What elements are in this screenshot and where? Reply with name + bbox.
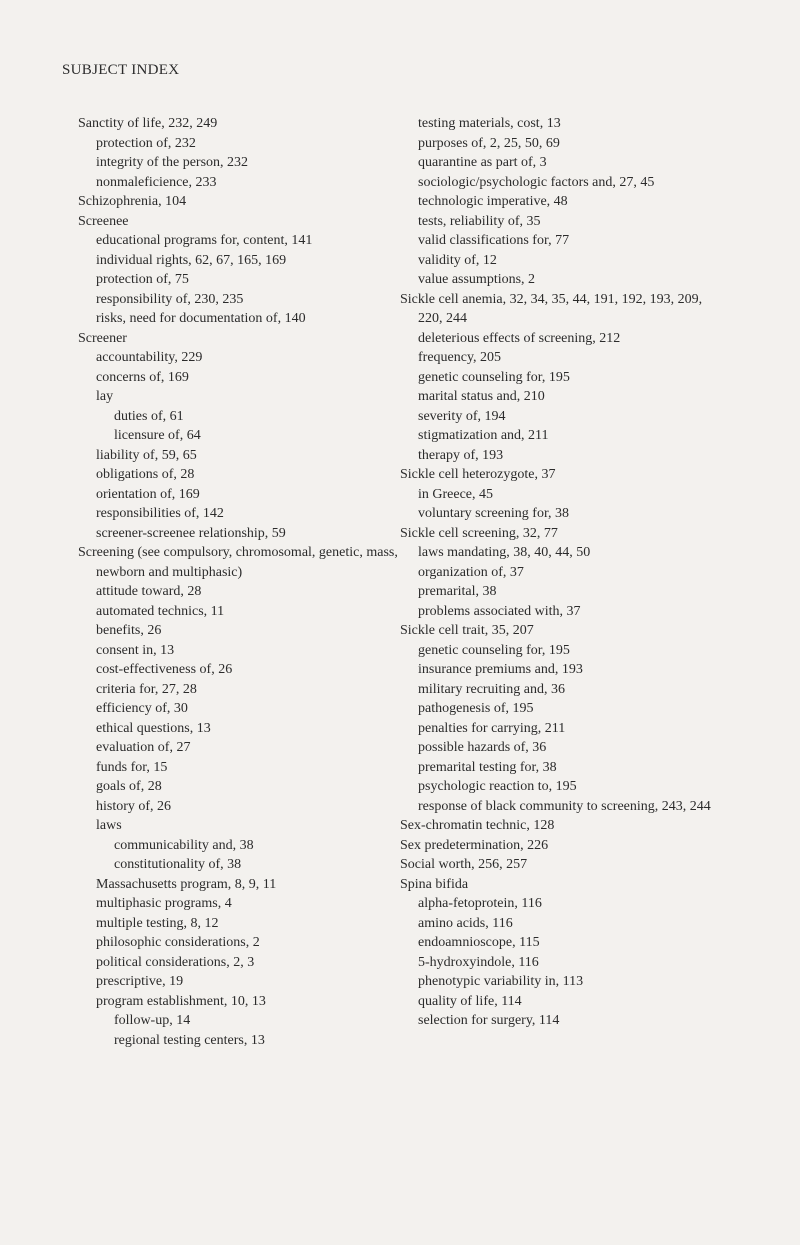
index-entry: screener-screenee relationship, 59 bbox=[96, 525, 286, 541]
index-entry: protection of, 75 bbox=[96, 272, 189, 287]
index-entry: technologic imperative, 48 bbox=[418, 194, 568, 209]
index-entry: liability of, 59, 65 bbox=[96, 447, 197, 463]
index-entry: military recruiting and, 36 bbox=[418, 681, 565, 697]
index-entry: attitude toward, 28 bbox=[96, 584, 202, 599]
index-entry: valid classifications for, 77 bbox=[418, 233, 570, 248]
index-entry: responsibility of, 230, 235 bbox=[96, 291, 244, 307]
index-entry: duties of, 61 bbox=[114, 408, 184, 424]
index-entry: possible hazards of, 36 bbox=[418, 740, 547, 755]
index-entry: sociologic/psychologic factors and, 27, 45 bbox=[418, 174, 655, 190]
index-entry: frequency, 205 bbox=[418, 350, 502, 365]
index-entry: individual rights, 62, 67, 165, 169 bbox=[96, 252, 287, 268]
index-entry: prescriptive, 19 bbox=[96, 974, 184, 989]
index-entry: efficiency of, 30 bbox=[96, 701, 188, 716]
index-entry: genetic counseling for, 195 bbox=[418, 642, 570, 658]
index-entry: Sickle cell trait, 35, 207 bbox=[400, 623, 534, 638]
index-entry: insurance premiums and, 193 bbox=[418, 662, 583, 677]
index-entry: quality of life, 114 bbox=[418, 993, 522, 1009]
index-entry: voluntary screening for, 38 bbox=[418, 506, 570, 521]
index-column-right bbox=[400, 114, 725, 1031]
index-entry: problems associated with, 37 bbox=[418, 603, 581, 619]
index-entry: Sanctity of life, 232, 249 bbox=[78, 116, 218, 131]
index-entry: genetic counseling for, 195 bbox=[418, 369, 570, 385]
index-entry: educational programs for, content, 141 bbox=[96, 233, 313, 248]
index-entry: integrity of the person, 232 bbox=[96, 155, 249, 170]
index-entry: response of black community to screening, 243, 244 bbox=[418, 798, 711, 814]
index-entry: communicability and, 38 bbox=[114, 837, 254, 853]
index-entry: endoamnioscope, 115 bbox=[418, 935, 540, 950]
index-entry: responsibilities of, 142 bbox=[96, 506, 224, 521]
index-entry: constitutionality of, 38 bbox=[114, 857, 242, 872]
index-entry: criteria for, 27, 28 bbox=[96, 681, 197, 697]
index-entry: cost-effectiveness of, 26 bbox=[96, 662, 233, 677]
index-entry: political considerations, 2, 3 bbox=[96, 954, 255, 970]
index-entry: lay bbox=[96, 389, 114, 404]
index-entry: alpha-fetoprotein, 116 bbox=[418, 896, 542, 911]
index-entry: 5-hydroxyindole, 116 bbox=[418, 954, 539, 970]
index-entry: Sickle cell screening, 32, 77 bbox=[400, 525, 558, 541]
index-entry: nonmaleficience, 233 bbox=[96, 174, 217, 190]
index-entry: deleterious effects of screening, 212 bbox=[418, 330, 621, 346]
index-entry: testing materials, cost, 13 bbox=[418, 116, 561, 131]
index-entry: Spina bifida bbox=[400, 876, 469, 892]
index-entry: licensure of, 64 bbox=[114, 428, 201, 443]
index-entry: multiple testing, 8, 12 bbox=[96, 915, 219, 931]
index-entry: phenotypic variability in, 113 bbox=[418, 974, 584, 989]
index-entry: quarantine as part of, 3 bbox=[418, 155, 547, 170]
index-entry: validity of, 12 bbox=[418, 252, 497, 268]
index-entry: program establishment, 10, 13 bbox=[96, 993, 266, 1009]
index-entry: regional testing centers, 13 bbox=[114, 1032, 265, 1048]
index-entry: stigmatization and, 211 bbox=[418, 428, 549, 443]
index-entry: pathogenesis of, 195 bbox=[418, 701, 534, 716]
index-entry: amino acids, 116 bbox=[418, 915, 513, 931]
page-title: SUBJECT INDEX bbox=[62, 62, 180, 78]
index-entry: Social worth, 256, 257 bbox=[400, 857, 528, 872]
index-entry: organization of, 37 bbox=[418, 564, 524, 580]
index-entry: concerns of, 169 bbox=[96, 369, 189, 385]
index-entry: evaluation of, 27 bbox=[96, 740, 191, 755]
index-entry: risks, need for documentation of, 140 bbox=[96, 311, 306, 326]
index-column-left bbox=[78, 114, 398, 1050]
index-entry: severity of, 194 bbox=[418, 408, 506, 424]
index-entry: philosophic considerations, 2 bbox=[96, 935, 260, 950]
index-entry: goals of, 28 bbox=[96, 779, 162, 794]
index-entry: laws bbox=[96, 818, 122, 833]
index-entry: therapy of, 193 bbox=[418, 447, 504, 463]
index-entry: penalties for carrying, 211 bbox=[418, 720, 566, 736]
index-entry: benefits, 26 bbox=[96, 623, 162, 638]
index-entry: follow-up, 14 bbox=[114, 1013, 191, 1028]
index-entry: protection of, 232 bbox=[96, 135, 196, 151]
index-entry: Sickle cell anemia, 32, 34, 35, 44, 191, 192, 193, 209, 220, 244 bbox=[400, 291, 703, 326]
index-entry: premarital testing for, 38 bbox=[418, 759, 557, 775]
index-entry: tests, reliability of, 35 bbox=[418, 213, 541, 229]
index-entry: accountability, 229 bbox=[96, 350, 203, 365]
index-entry: Sex-chromatin technic, 128 bbox=[400, 818, 555, 833]
index-entry: Screening (see compulsory, chromosomal, genetic, mass, newborn and multiphasic) bbox=[78, 545, 398, 580]
index-entry: history of, 26 bbox=[96, 798, 172, 814]
index-entry: Schizophrenia, 104 bbox=[78, 194, 187, 209]
index-entry: Sickle cell heterozygote, 37 bbox=[400, 467, 556, 482]
index-entry: psychologic reaction to, 195 bbox=[418, 779, 577, 794]
index-entry: laws mandating, 38, 40, 44, 50 bbox=[418, 545, 591, 560]
index-entry: funds for, 15 bbox=[96, 759, 168, 775]
index-entry: orientation of, 169 bbox=[96, 486, 200, 502]
index-entry: selection for surgery, 114 bbox=[418, 1013, 560, 1028]
index-entry: marital status and, 210 bbox=[418, 389, 545, 404]
index-entry: purposes of, 2, 25, 50, 69 bbox=[418, 135, 560, 151]
index-entry: Massachusetts program, 8, 9, 11 bbox=[96, 876, 277, 892]
index-entry: multiphasic programs, 4 bbox=[96, 896, 232, 911]
index-entry: Sex predetermination, 226 bbox=[400, 837, 549, 853]
index-entry: ethical questions, 13 bbox=[96, 720, 211, 736]
index-entry: Screener bbox=[78, 330, 127, 346]
index-entry: premarital, 38 bbox=[418, 584, 497, 599]
index-entry: Screenee bbox=[78, 213, 129, 229]
index-entry: obligations of, 28 bbox=[96, 467, 195, 482]
index-entry: automated technics, 11 bbox=[96, 603, 225, 619]
index-entry: in Greece, 45 bbox=[418, 486, 494, 502]
index-entry: consent in, 13 bbox=[96, 642, 175, 658]
index-entry: value assumptions, 2 bbox=[418, 272, 536, 287]
